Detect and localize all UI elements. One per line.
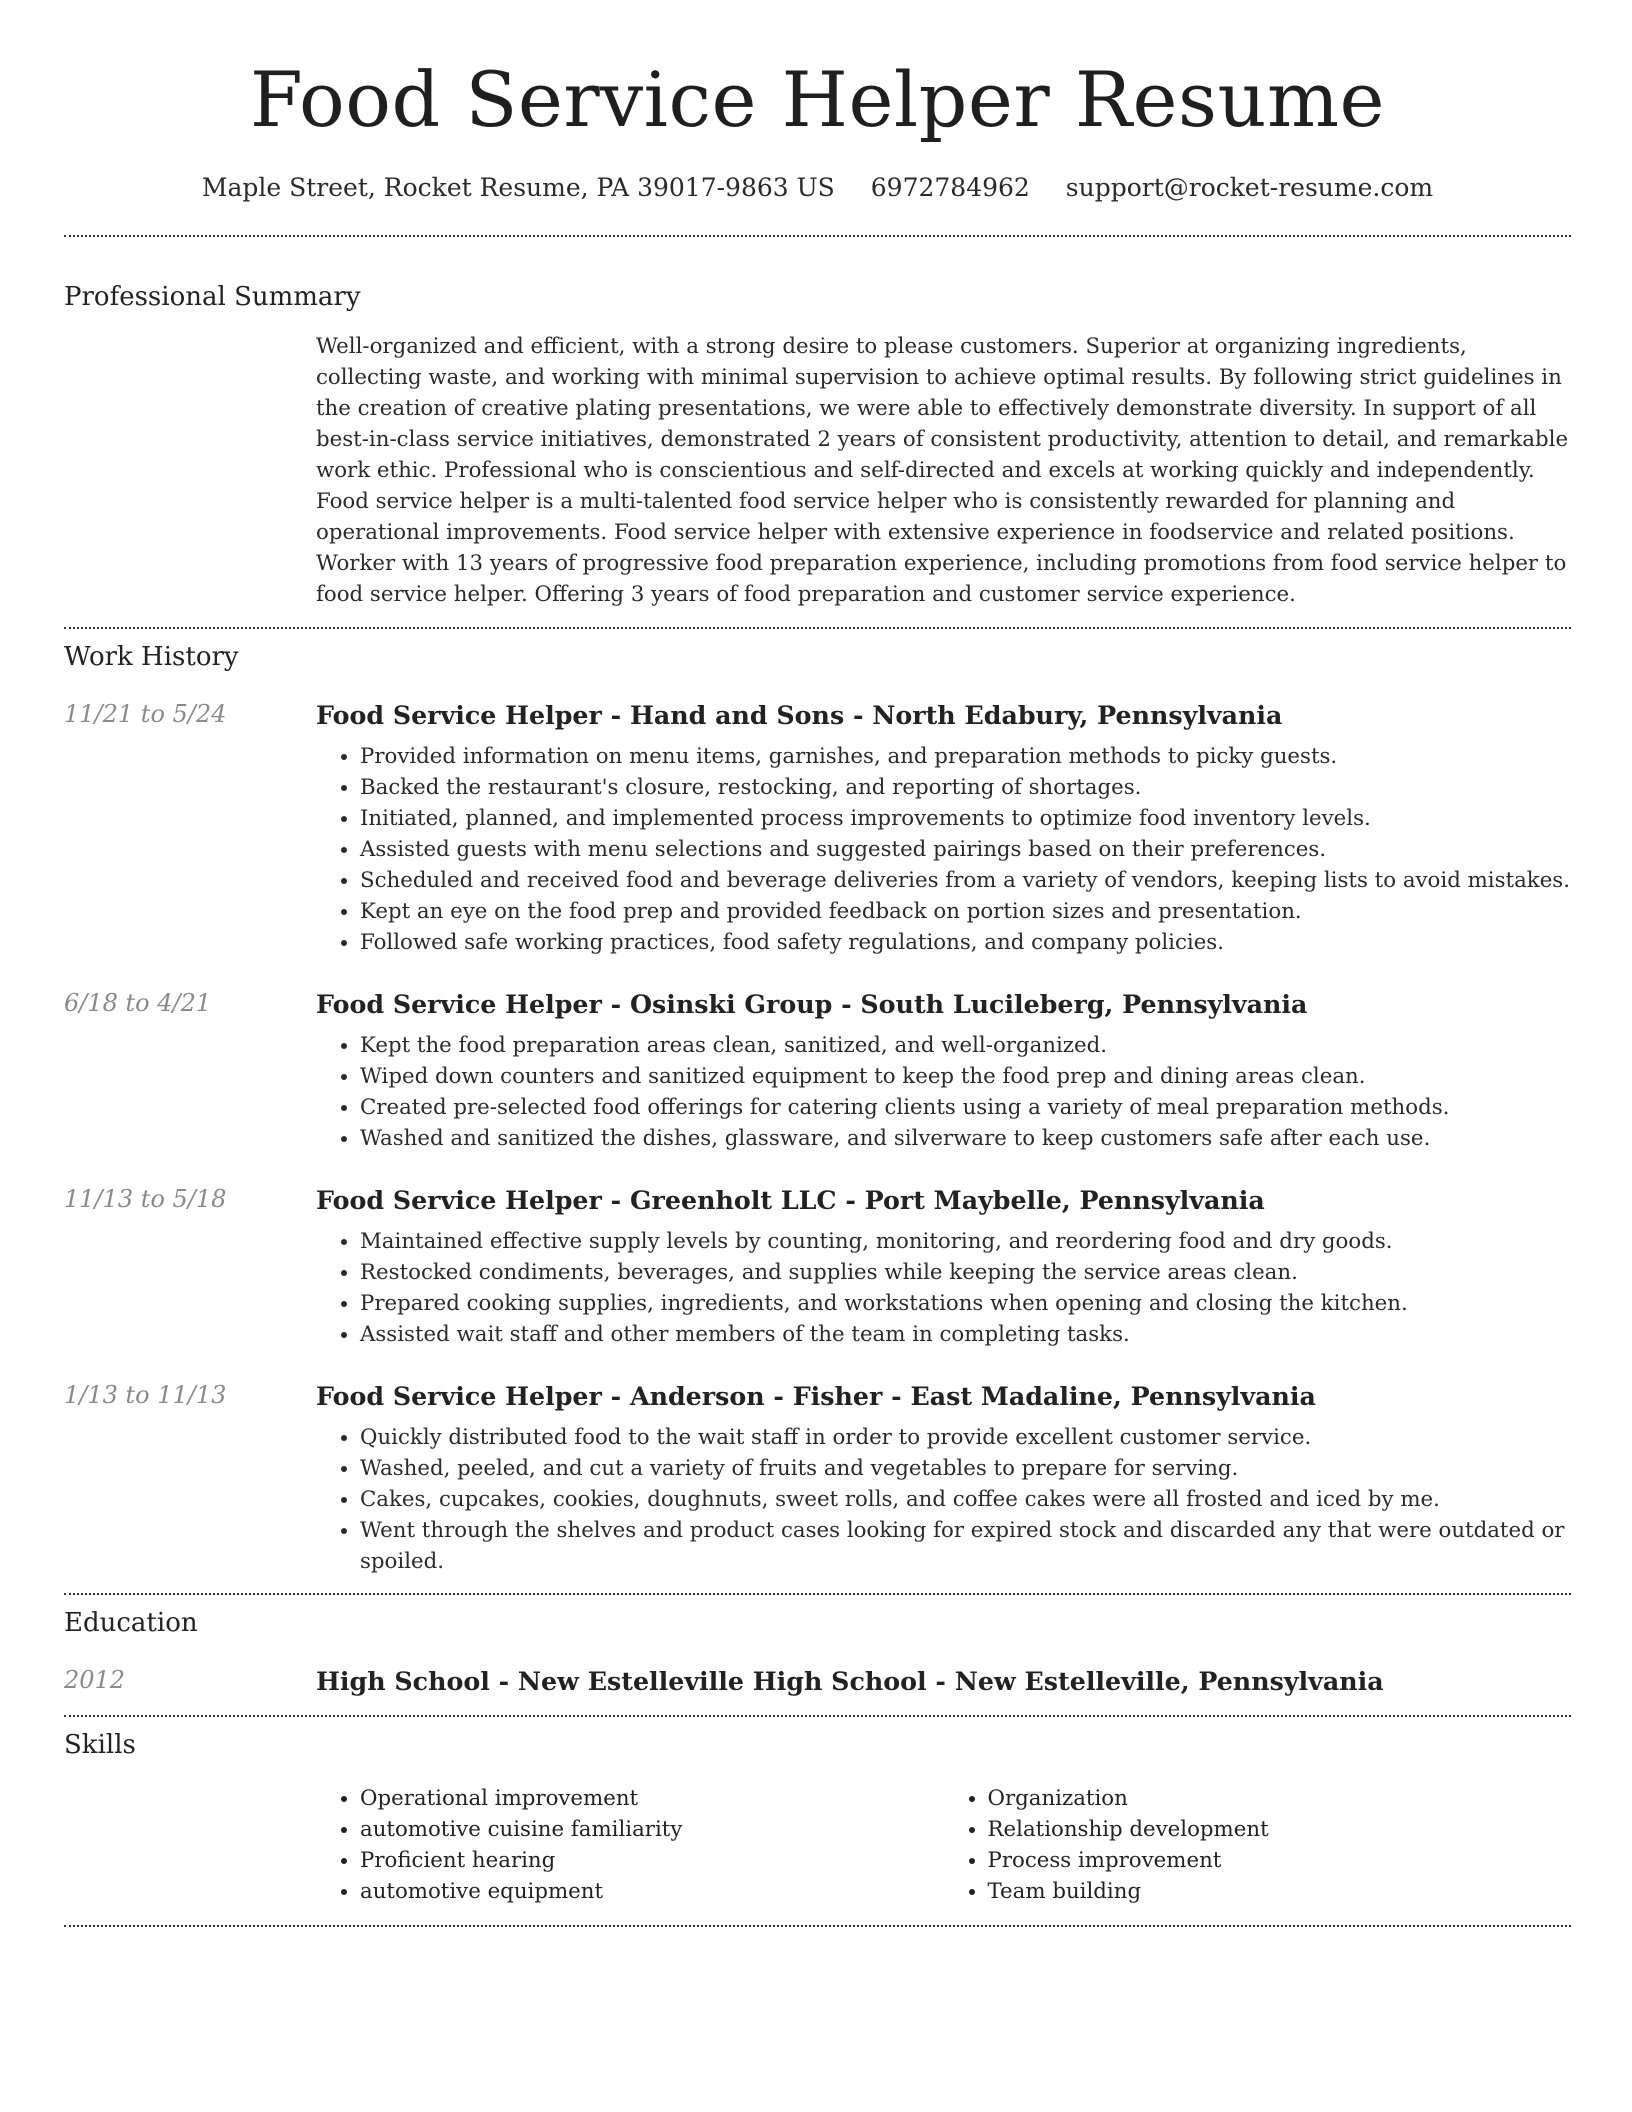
job-dates: 11/13 to 5/18	[64, 1185, 227, 1213]
summary-heading: Professional Summary	[64, 282, 361, 312]
work-history-heading: Work History	[64, 642, 239, 672]
address-text: Maple Street, Rocket Resume, PA 39017-9863 US	[201, 173, 835, 202]
job-entry	[64, 697, 1571, 958]
list-item: • Process improvement	[988, 1845, 1572, 1876]
list-item: • automotive cuisine familiarity	[360, 1814, 944, 1845]
email-link[interactable]: support@rocket-resume.com	[1065, 173, 1434, 202]
education-entry	[64, 1663, 1571, 1699]
job-bullets	[316, 1422, 1571, 1577]
list-item: • Wiped down counters and sanitized equipment to keep the food prep and dining areas clean.	[360, 1061, 1571, 1092]
list-item: • Restocked condiments, beverages, and supplies while keeping the service areas clean.	[360, 1257, 1571, 1288]
list-item: • Scheduled and received food and beverage deliveries from a variety of vendors, keeping lists to avoid mistakes.	[360, 865, 1571, 896]
resume-page	[64, 0, 1571, 1927]
list-item: • Went through the shelves and product cases looking for expired stock and discarded any that were outdated or spoiled.	[360, 1515, 1571, 1577]
education-year: 2012	[64, 1666, 126, 1694]
divider	[64, 1925, 1571, 1927]
job-entry	[64, 986, 1571, 1154]
list-item: • Initiated, planned, and implemented process improvements to optimize food inventory levels.	[360, 803, 1571, 834]
education-heading: Education	[64, 1608, 198, 1638]
list-item: • Assisted guests with menu selections and suggested pairings based on their preferences.	[360, 834, 1571, 865]
list-item: • Organization	[988, 1783, 1572, 1814]
job-dates: 1/13 to 11/13	[64, 1381, 227, 1409]
list-item: • Kept the food preparation areas clean, sanitized, and well-organized.	[360, 1030, 1571, 1061]
list-item: • Prepared cooking supplies, ingredients, and workstations when opening and closing the kitchen.	[360, 1288, 1571, 1319]
contact-line	[64, 170, 1571, 206]
divider	[64, 1715, 1571, 1717]
list-item: • automotive equipment	[360, 1876, 944, 1907]
job-entry	[64, 1182, 1571, 1350]
list-item: • Proficient hearing	[360, 1845, 944, 1876]
job-dates: 6/18 to 4/21	[64, 989, 212, 1017]
list-item: • Washed, peeled, and cut a variety of fruits and vegetables to prepare for serving.	[360, 1453, 1571, 1484]
job-title: Food Service Helper - Greenholt LLC - Port Maybelle, Pennsylvania	[316, 1185, 1265, 1215]
job-bullets	[316, 1030, 1571, 1154]
skills-list	[316, 1783, 1571, 1907]
divider	[64, 1593, 1571, 1595]
job-dates: 11/21 to 5/24	[64, 700, 227, 728]
list-item: • Quickly distributed food to the wait staff in order to provide excellent customer service.	[360, 1422, 1571, 1453]
list-item: • Maintained effective supply levels by counting, monitoring, and reordering food and dry goods.	[360, 1226, 1571, 1257]
list-item: • Created pre-selected food offerings for catering clients using a variety of meal preparation methods.	[360, 1092, 1571, 1123]
divider	[64, 627, 1571, 629]
job-bullets	[316, 1226, 1571, 1350]
education-title: High School - New Estelleville High School - New Estelleville, Pennsylvania	[316, 1666, 1384, 1696]
job-entry	[64, 1378, 1571, 1577]
list-item: • Relationship development	[988, 1814, 1572, 1845]
job-title: Food Service Helper - Hand and Sons - North Edabury, Pennsylvania	[316, 700, 1283, 730]
list-item: • Assisted wait staff and other members of the team in completing tasks.	[360, 1319, 1571, 1350]
list-item: • Provided information on menu items, garnishes, and preparation methods to picky guests.	[360, 741, 1571, 772]
resume-title: Food Service Helper Resume	[249, 55, 1386, 144]
summary-text: Well-organized and efficient, with a strong desire to please customers. Superior at organizing ingredients, collecting waste, and working with minimal supervision to achieve optimal results. By following strict guidelines in the creation of creative plating presentations, we were able to effectively demonstrate diversity. In support of all best-in-class service initiatives, demonstrated 2 years of consistent productivity, attention to detail, and remarkable work ethic. Professional who is conscientious and self-directed and excels at working quickly and independently. Food service helper is a multi-talented food service helper who is consistently rewarded for planning and operational improvements. Food service helper with extensive experience in foodservice and related positions. Worker with 13 years of progressive food preparation experience, including promotions from food service helper to food service helper. Offering 3 years of food preparation and customer service experience.	[316, 334, 1569, 607]
list-item: • Backed the restaurant's closure, restocking, and reporting of shortages.	[360, 772, 1571, 803]
skills-column-right	[944, 1783, 1572, 1907]
skills-column-left	[316, 1783, 944, 1907]
list-item: • Kept an eye on the food prep and provided feedback on portion sizes and presentation.	[360, 896, 1571, 927]
list-item: • Team building	[988, 1876, 1572, 1907]
job-title: Food Service Helper - Osinski Group - South Lucileberg, Pennsylvania	[316, 989, 1308, 1019]
list-item: • Followed safe working practices, food safety regulations, and company policies.	[360, 927, 1571, 958]
skills-heading: Skills	[64, 1730, 136, 1760]
phone-text: 6972784962	[870, 173, 1030, 202]
job-bullets	[316, 741, 1571, 958]
list-item: • Washed and sanitized the dishes, glassware, and silverware to keep customers safe after each use.	[360, 1123, 1571, 1154]
job-title: Food Service Helper - Anderson - Fisher - East Madaline, Pennsylvania	[316, 1381, 1316, 1411]
divider	[64, 235, 1571, 237]
list-item: • Operational improvement	[360, 1783, 944, 1814]
list-item: • Cakes, cupcakes, cookies, doughnuts, sweet rolls, and coffee cakes were all frosted and iced by me.	[360, 1484, 1571, 1515]
